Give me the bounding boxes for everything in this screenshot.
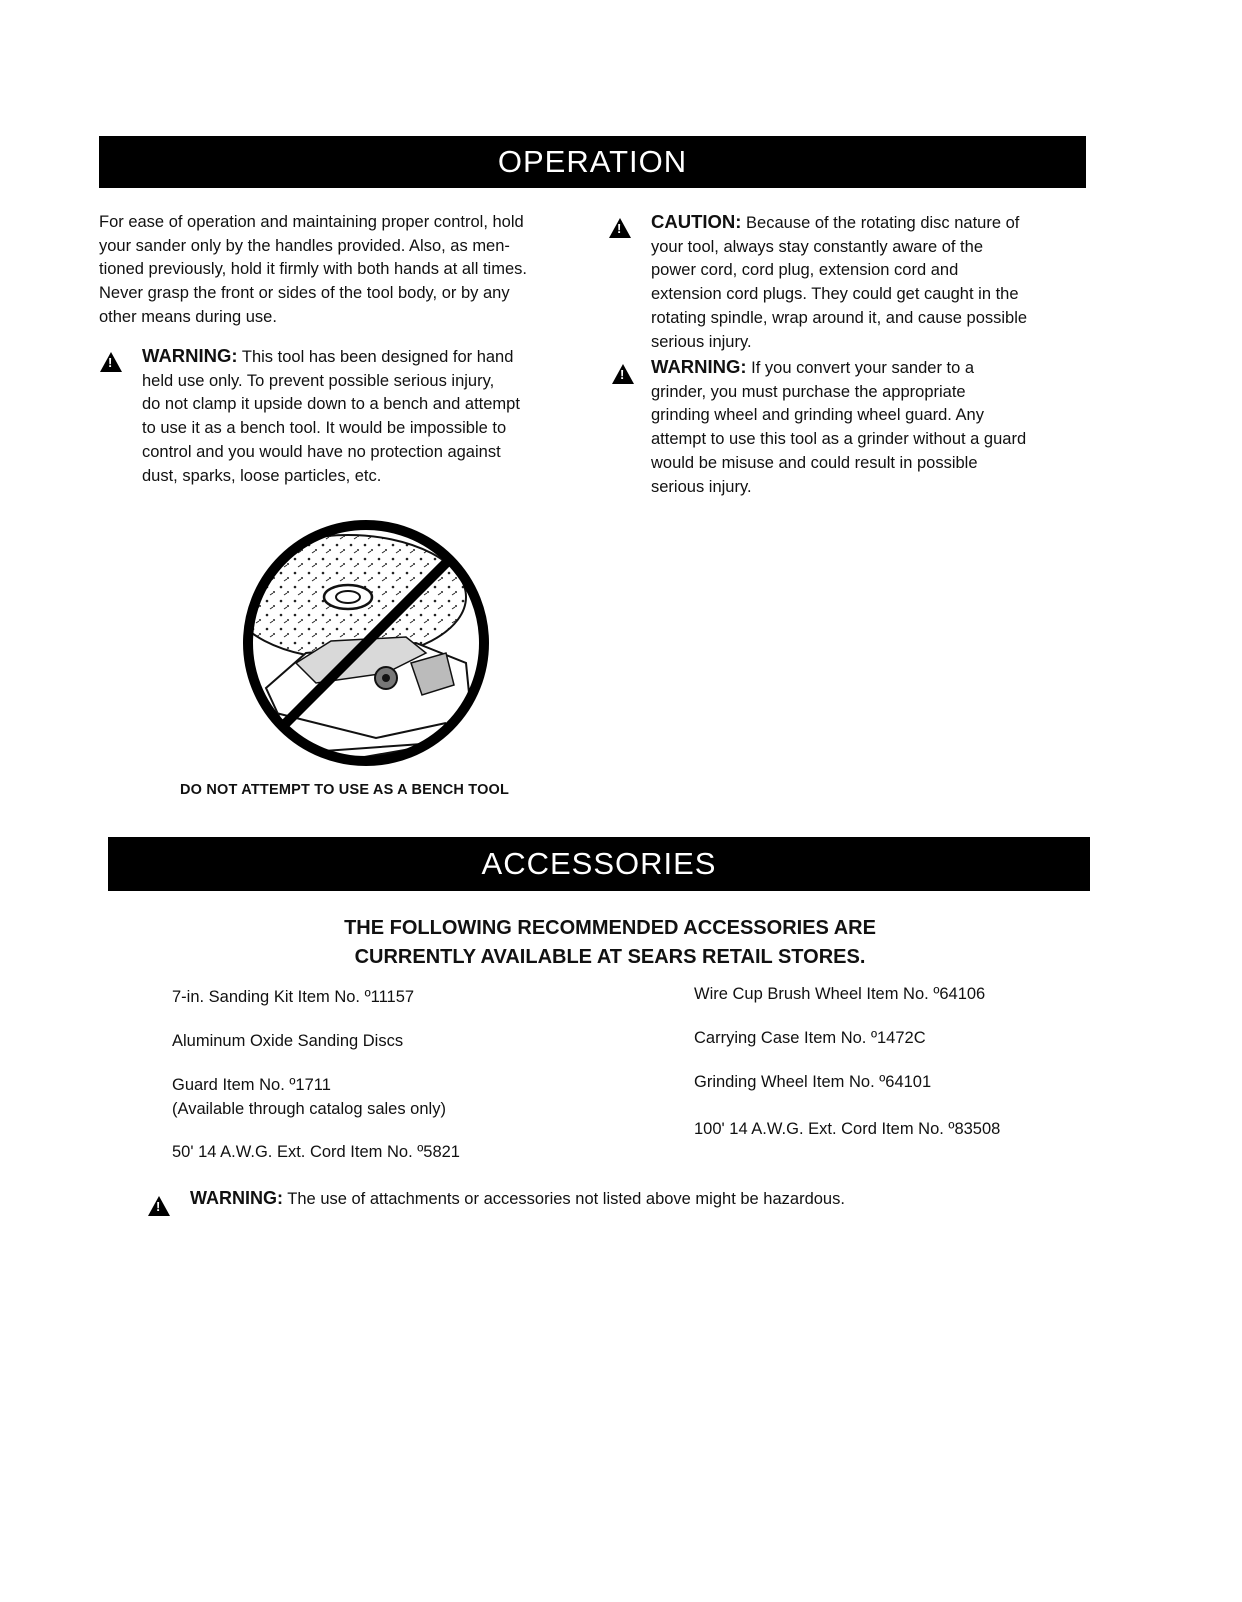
- illustration-caption: DO NOT ATTEMPT TO USE AS A BENCH TOOL: [180, 782, 510, 798]
- warning-triangle-icon: [148, 1196, 170, 1216]
- caution-triangle-icon: [609, 218, 631, 238]
- caution-text: Because of the rotating disc nature of: [746, 214, 1020, 232]
- no-bench-use-illustration: [236, 513, 496, 773]
- accessory-item: 100' 14 A.W.G. Ext. Cord Item No. º83508: [694, 1120, 1001, 1138]
- warning-grinder-line: grinder, you must purchase the appropriate: [651, 382, 966, 401]
- accessory-item: Guard Item No. º1711: [172, 1076, 331, 1094]
- warning-grinder-first-line: [651, 355, 1091, 381]
- warning-grinder: [651, 355, 1091, 499]
- accessory-item: 50' 14 A.W.G. Ext. Cord Item No. º5821: [172, 1143, 460, 1161]
- accessories-heading-line: THE FOLLOWING RECOMMENDED ACCESSORIES ARE: [344, 917, 876, 939]
- caution-block: [651, 210, 1091, 354]
- accessories-warning: [190, 1188, 845, 1209]
- caution-label: CAUTION:: [651, 211, 742, 232]
- warning-bench-line: do not clamp it upside down to a bench and attempt: [142, 395, 520, 414]
- warning-grinder-text: If you convert your sander to a: [751, 359, 975, 377]
- caution-line: rotating spindle, wrap around it, and cause possible: [651, 308, 1028, 327]
- warning-label: WARNING:: [190, 1188, 283, 1208]
- intro-line: Never grasp the front or sides of the tool body, or by any: [99, 284, 510, 303]
- accessories-banner: [108, 837, 1090, 891]
- warning-bench: [142, 344, 612, 488]
- accessories-heading: [200, 914, 1020, 972]
- accessory-item: Wire Cup Brush Wheel Item No. º64106: [694, 985, 986, 1003]
- accessories-heading-line: CURRENTLY AVAILABLE AT SEARS RETAIL STORES.: [354, 946, 866, 968]
- caution-line: serious injury.: [651, 332, 752, 351]
- warning-label: WARNING:: [142, 345, 238, 366]
- operation-banner-title: OPERATION: [497, 144, 688, 179]
- warning-label: WARNING:: [651, 356, 747, 377]
- accessory-note: (Available through catalog sales only): [172, 1100, 446, 1118]
- accessory-item: Grinding Wheel Item No. º64101: [694, 1073, 932, 1091]
- accessory-item: Carrying Case Item No. º1472C: [694, 1029, 926, 1047]
- warning-bench-line: to use it as a bench tool. It would be impossible to: [142, 419, 507, 438]
- operation-banner: [99, 136, 1086, 188]
- caution-line: extension cord plugs. They could get caught in the: [651, 285, 1019, 304]
- warning-bench-line: held use only. To prevent possible serious injury,: [142, 371, 495, 390]
- warning-bench-first-line: [142, 344, 612, 370]
- warning-bench-line: dust, sparks, loose particles, etc.: [142, 466, 382, 485]
- warning-bench-line: control and you would have no protection against: [142, 442, 501, 461]
- warning-triangle-icon: [612, 364, 634, 384]
- intro-line: other means during use.: [99, 307, 277, 326]
- accessory-item: 7-in. Sanding Kit Item No. º11157: [172, 988, 415, 1006]
- operation-intro: [99, 211, 599, 330]
- warning-grinder-line: serious injury.: [651, 477, 752, 496]
- caution-line: your tool, always stay constantly aware of the: [651, 237, 983, 256]
- warning-triangle-icon: [100, 352, 122, 372]
- warning-bench-text: This tool has been designed for hand: [241, 348, 514, 366]
- warning-grinder-line: attempt to use this tool as a grinder without a guard: [651, 430, 1027, 449]
- accessories-banner-title: ACCESSORIES: [481, 846, 717, 881]
- caution-first-line: [651, 210, 1091, 236]
- intro-line: tioned previously, hold it firmly with both hands at all times.: [99, 260, 527, 279]
- warning-grinder-line: would be misuse and could result in possible: [651, 453, 978, 472]
- accessory-item: Aluminum Oxide Sanding Discs: [172, 1032, 404, 1050]
- accessories-warning-text: The use of attachments or accessories not listed above might be hazardous.: [287, 1190, 845, 1208]
- intro-line: your sander only by the handles provided. Also, as men-: [99, 236, 510, 255]
- warning-grinder-line: grinding wheel and grinding wheel guard. Any: [651, 406, 984, 425]
- intro-line: For ease of operation and maintaining proper control, hold: [99, 213, 524, 231]
- caution-line: power cord, cord plug, extension cord and: [651, 261, 959, 280]
